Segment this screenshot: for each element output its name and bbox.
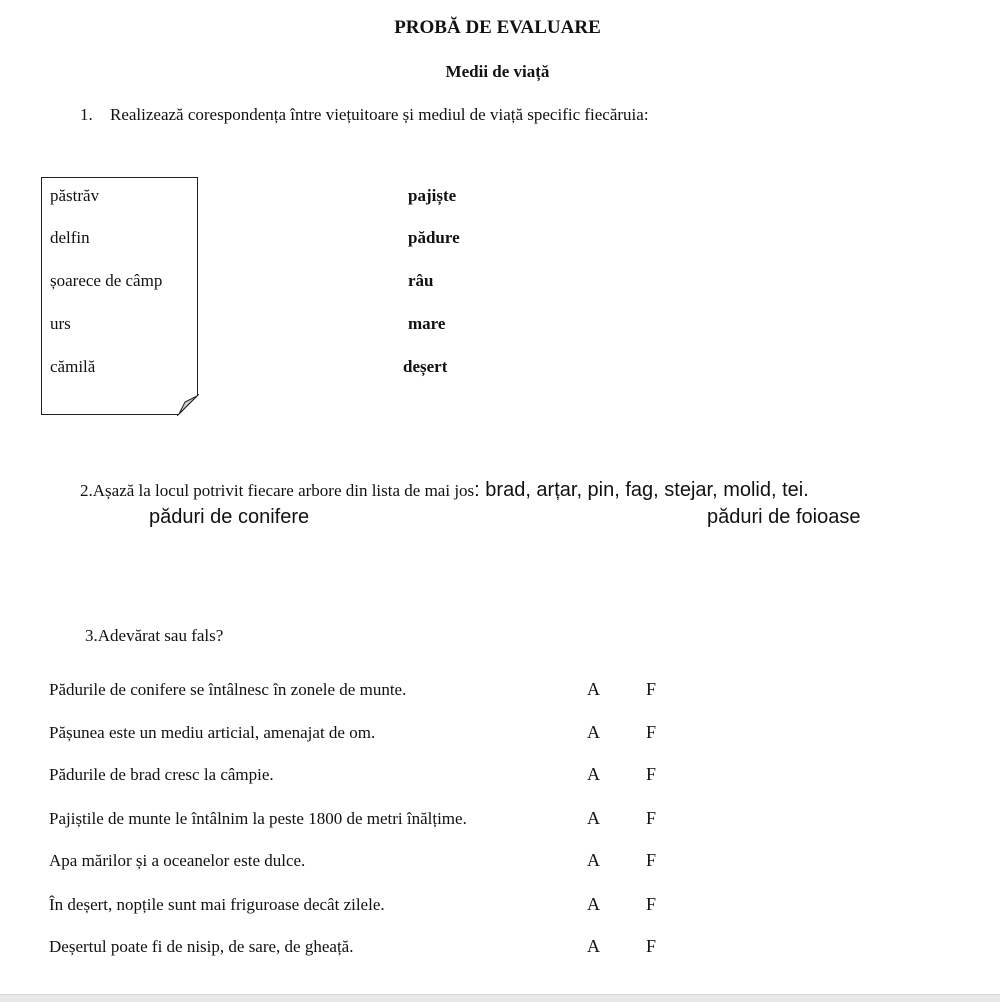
statement-text: Pajiștile de munte le întâlnim la peste 1800 de metri înălțime. — [49, 809, 467, 828]
statement-text: Deșertul poate fi de nisip, de sare, de gheață. — [49, 937, 354, 956]
habitat-item[interactable]: pădure — [408, 228, 460, 247]
habitat-item[interactable]: râu — [408, 271, 434, 290]
question-1-number: 1. — [80, 105, 93, 124]
animal-item[interactable]: șoarece de câmp — [50, 271, 163, 290]
animal-item[interactable]: cămilă — [50, 357, 96, 376]
page-subtitle: Medii de viață — [445, 62, 550, 81]
false-option[interactable]: F — [646, 808, 657, 828]
question-2-text: 2.Așază la locul potrivit fiecare arbore din lista de mai jos — [80, 481, 475, 500]
statement-text: Pădurile de brad cresc la câmpie. — [49, 765, 274, 784]
habitat-item[interactable]: pajiște — [408, 186, 457, 205]
question-3: 3.Adevărat sau fals? — [85, 626, 224, 645]
true-option[interactable]: A — [587, 850, 600, 870]
habitat-item[interactable]: deșert — [403, 357, 448, 376]
animal-item[interactable]: urs — [50, 314, 71, 333]
statement-text: Apa mărilor și a oceanelor este dulce. — [49, 851, 306, 870]
question-1-text: Realizează corespondența între viețuitoare și mediul de viață specific fiecăruia: — [110, 105, 649, 124]
true-option[interactable]: A — [587, 808, 600, 828]
false-option[interactable]: F — [646, 722, 657, 742]
question-1 — [80, 105, 649, 125]
habitat-item[interactable]: mare — [408, 314, 446, 333]
statement-text: În deșert, nopțile sunt mai friguroase decât zilele. — [49, 895, 385, 914]
false-option[interactable]: F — [646, 894, 657, 914]
false-option[interactable]: F — [646, 679, 657, 699]
question-2 — [80, 479, 809, 502]
tree-list: : brad, arțar, pin, fag, stejar, molid, tei. — [474, 479, 809, 501]
false-option[interactable]: F — [646, 850, 657, 870]
deciduous-forest-drop-zone[interactable]: păduri de foioase — [707, 506, 861, 528]
true-option[interactable]: A — [587, 764, 600, 784]
statement-text: Pădurile de conifere se întâlnesc în zonele de munte. — [49, 680, 407, 699]
false-option[interactable]: F — [646, 764, 657, 784]
page-title: PROBĂ DE EVALUARE — [394, 17, 601, 38]
conifer-forest-drop-zone[interactable]: păduri de conifere — [149, 506, 310, 528]
true-option[interactable]: A — [587, 722, 600, 742]
true-option[interactable]: A — [587, 894, 600, 914]
false-option[interactable]: F — [646, 936, 657, 956]
animal-item[interactable]: delfin — [50, 228, 90, 247]
true-option[interactable]: A — [587, 679, 600, 699]
true-option[interactable]: A — [587, 936, 600, 956]
statement-text: Pășunea este un mediu articial, amenajat de om. — [49, 723, 376, 742]
animal-item[interactable]: păstrăv — [50, 186, 100, 205]
page-curl-icon — [177, 394, 199, 416]
animals-note-box — [41, 177, 198, 415]
